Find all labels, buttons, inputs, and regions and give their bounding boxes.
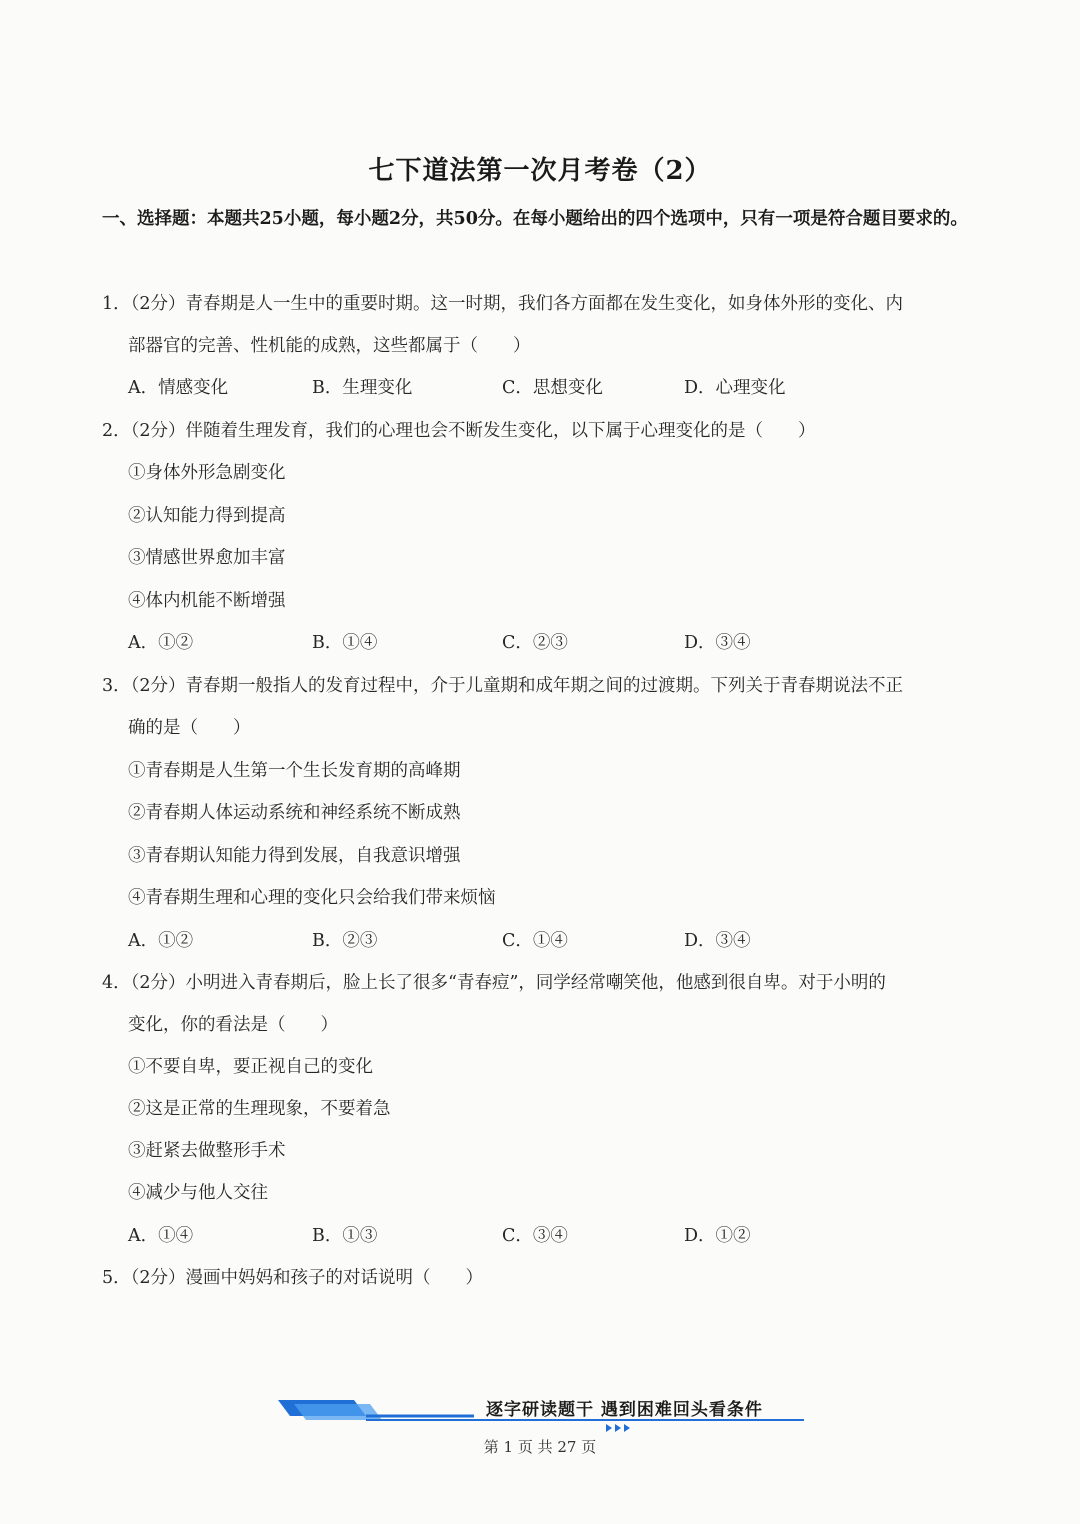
question-1-option-a: A．情感变化	[128, 378, 229, 398]
question-4-line-2: 变化，你的看法是（ ）	[128, 1015, 338, 1035]
question-2-line-1: 2．（2分）伴随着生理发育，我们的心理也会不断发生变化，以下属于心理变化的是（ ）	[102, 421, 816, 441]
section-header: 一、选择题：本题共25小题，每小题2分，共50分。在每小题给出的四个选项中，只有一项是符合题目要求的。	[102, 209, 968, 229]
question-3-statement-2: ②青春期人体运动系统和神经系统不断成熟	[128, 803, 461, 823]
question-3-option-c: C．①④	[502, 931, 568, 951]
question-4-statement-4: ④减少与他人交往	[128, 1183, 268, 1203]
banner-arrow-1	[606, 1424, 612, 1432]
question-5-line-1: 5．（2分）漫画中妈妈和孩子的对话说明（ ）	[102, 1268, 484, 1288]
question-3-line-1: 3．（2分）青春期一般指人的发育过程中，介于儿童期和成年期之间的过渡期。下列关于青春期说法不正	[102, 676, 904, 696]
question-3-statement-4: ④青春期生理和心理的变化只会给我们带来烦恼	[128, 888, 496, 908]
question-4-option-a: A．①④	[128, 1226, 194, 1246]
question-4-statement-1: ①不要自卑，要正视自己的变化	[128, 1057, 373, 1077]
question-2-statement-3: ③情感世界愈加丰富	[128, 548, 286, 568]
page-number: 第 1 页 共 27 页	[483, 1438, 597, 1456]
question-4-option-c: C．③④	[502, 1226, 568, 1246]
question-3-option-b: B．②③	[312, 931, 378, 951]
footer-slogan: 逐字研读题干 遇到困难回头看条件	[486, 1400, 763, 1420]
question-2-statement-4: ④体内机能不断增强	[128, 591, 286, 611]
question-2-option-d: D．③④	[684, 633, 751, 653]
question-3-option-d: D．③④	[684, 931, 751, 951]
question-2-statement-2: ②认知能力得到提高	[128, 506, 286, 526]
page-title: 七下道法第一次月考卷（2）	[368, 156, 712, 186]
question-4-option-b: B．①③	[312, 1226, 378, 1246]
question-4-statement-2: ②这是正常的生理现象，不要着急	[128, 1099, 391, 1119]
question-2-option-b: B．①④	[312, 633, 378, 653]
question-3-line-2: 确的是（ ）	[128, 718, 251, 738]
question-3-statement-1: ①青春期是人生第一个生长发育期的高峰期	[128, 761, 461, 781]
banner-arrow-2	[615, 1424, 621, 1432]
question-4-statement-3: ③赶紧去做整形手术	[128, 1141, 286, 1161]
question-3-statement-3: ③青春期认知能力得到发展，自我意识增强	[128, 846, 461, 866]
question-1-option-d: D．心理变化	[684, 378, 786, 398]
banner-light-stripe	[294, 1404, 382, 1420]
question-4-option-d: D．①②	[684, 1226, 751, 1246]
question-2-option-c: C．②③	[502, 633, 568, 653]
question-1-line-2: 部器官的完善、性机能的成熟，这些都属于（ ）	[128, 336, 531, 356]
question-1-option-c: C．思想变化	[502, 378, 603, 398]
question-4-line-1: 4．（2分）小明进入青春期后，脸上长了很多“青春痘”，同学经常嘲笑他，他感到很自卑。对于小明的	[102, 973, 886, 993]
banner-arrow-3	[624, 1424, 630, 1432]
question-1-option-b: B．生理变化	[312, 378, 413, 398]
question-3-option-a: A．①②	[128, 931, 194, 951]
question-2-statement-1: ①身体外形急剧变化	[128, 463, 286, 483]
question-1-line-1: 1．（2分）青春期是人一生中的重要时期。这一时期，我们各方面都在发生变化，如身体外形的变化、内	[102, 294, 904, 314]
question-2-option-a: A．①②	[128, 633, 194, 653]
